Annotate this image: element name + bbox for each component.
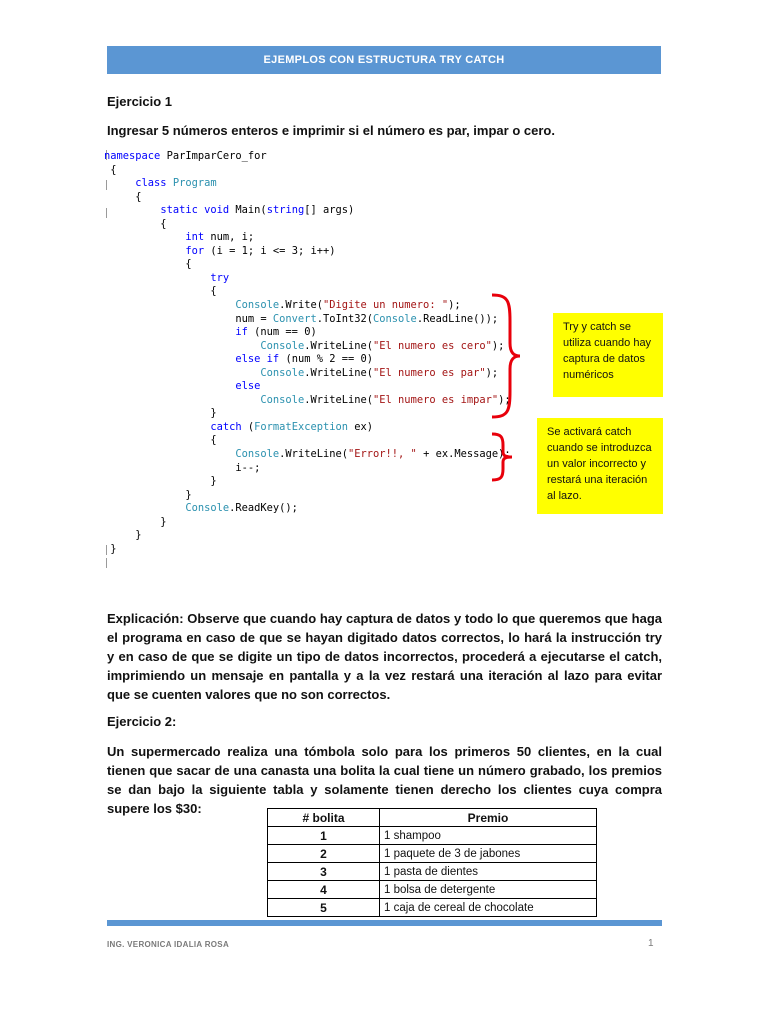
- premio-cell: 1 caja de cereal de chocolate: [380, 899, 597, 917]
- page-header-bar: [107, 46, 661, 74]
- gutter-marker: [106, 558, 107, 568]
- column-header-bolita: # bolita: [268, 809, 380, 827]
- code-line: {: [104, 285, 217, 298]
- code-line: catch (FormatException ex): [210, 420, 374, 433]
- premio-cell: 1 bolsa de detergente: [380, 881, 597, 899]
- explanation-text: Observe que cuando hay captura de datos y todo lo que queremos que haga el programa en caso de que se hayan digitado datos correctos, lo hará la instrucción try y en caso de que se digite un tipo de datos incorrectos, procederá a ejecutarse el catch, imprimiendo un mensaje en pantalla y a la vez restará una iteración al lazo para evitar que se cuenten valores que no son correctos.: [107, 611, 662, 702]
- code-line: }: [104, 542, 117, 555]
- code-line: }: [104, 488, 192, 501]
- code-line: else: [235, 380, 261, 393]
- code-line: class Program: [135, 177, 217, 190]
- premio-cell: 1 pasta de dientes: [380, 863, 597, 881]
- code-line: Console.Write("Digite un numero: ");: [235, 299, 461, 312]
- code-line: Console.ReadKey();: [185, 502, 298, 515]
- code-line: Console.WriteLine("Error!!, " + ex.Message);: [235, 448, 511, 461]
- code-line: i--;: [104, 461, 261, 474]
- code-line: {: [104, 258, 192, 271]
- explanation-label: Explicación:: [107, 611, 184, 626]
- premio-cell: 1 paquete de 3 de jabones: [380, 845, 597, 863]
- code-line: }: [104, 407, 217, 420]
- code-block: [104, 150, 511, 556]
- try-note-callout: Try y catch se utiliza cuando hay captura de datos numéricos: [553, 313, 663, 397]
- code-line: try: [210, 271, 230, 284]
- code-line: {: [104, 163, 117, 176]
- column-header-premio: Premio: [380, 809, 597, 827]
- code-line: for (i = 1; i <= 3; i++): [185, 244, 336, 257]
- exercise-1-statement: Ingresar 5 números enteros e imprimir si el número es par, impar o cero.: [107, 123, 555, 138]
- code-line: }: [104, 529, 142, 542]
- explanation-paragraph: [107, 609, 662, 704]
- bolita-cell: 5: [268, 899, 380, 917]
- code-line: namespace ParImparCero_for: [104, 150, 267, 162]
- bolita-cell: 2: [268, 845, 380, 863]
- exercise-2-statement: Un supermercado realiza una tómbola solo para los primeros 50 clientes, en la cual tienen que sacar de una canasta una bolita la cual tiene un número grabado, los premios se dan bajo la siguiente tabla y solamente tienen derecho los clientes cuya compra supere los $30:: [107, 744, 662, 816]
- catch-note-callout: Se activará catch cuando se introduzca un valor incorrecto y restará una iteración al lazo.: [537, 418, 663, 514]
- table-row: [268, 899, 597, 917]
- premio-cell: 1 shampoo: [380, 827, 597, 845]
- exercise-2-title: Ejercicio 2:: [107, 714, 177, 729]
- bolita-cell: 1: [268, 827, 380, 845]
- code-line: num = Convert.ToInt32(Console.ReadLine());: [104, 312, 499, 325]
- prize-table: [267, 808, 597, 917]
- page-number: 1: [648, 938, 654, 949]
- table-header-row: [268, 809, 597, 827]
- table-row: [268, 863, 597, 881]
- table-row: [268, 881, 597, 899]
- code-line: Console.WriteLine("El numero es cero");: [260, 339, 505, 352]
- code-line: Console.WriteLine("El numero es par");: [260, 366, 499, 379]
- code-line: }: [104, 515, 167, 528]
- exercise-1-title: Ejercicio 1: [107, 94, 173, 109]
- table-row: [268, 845, 597, 863]
- code-line: if (num == 0): [235, 326, 317, 339]
- code-line: }: [104, 475, 217, 488]
- code-line: {: [104, 190, 142, 203]
- footer-author: ING. VERONICA IDALIA ROSA: [107, 940, 230, 949]
- code-line: else if (num % 2 == 0): [235, 353, 374, 366]
- header-title: EJEMPLOS CON ESTRUCTURA TRY CATCH: [263, 54, 505, 66]
- code-line: {: [104, 217, 167, 230]
- table-row: [268, 827, 597, 845]
- catch-brace-icon: [488, 431, 516, 483]
- footer-rule: [107, 920, 662, 926]
- code-line: Console.WriteLine("El numero es impar");: [260, 393, 511, 406]
- code-line: int num, i;: [185, 231, 255, 244]
- bolita-cell: 3: [268, 863, 380, 881]
- code-line: {: [104, 434, 217, 447]
- try-brace-icon: [488, 291, 524, 421]
- bolita-cell: 4: [268, 881, 380, 899]
- code-line: static void Main(string[] args): [160, 204, 355, 217]
